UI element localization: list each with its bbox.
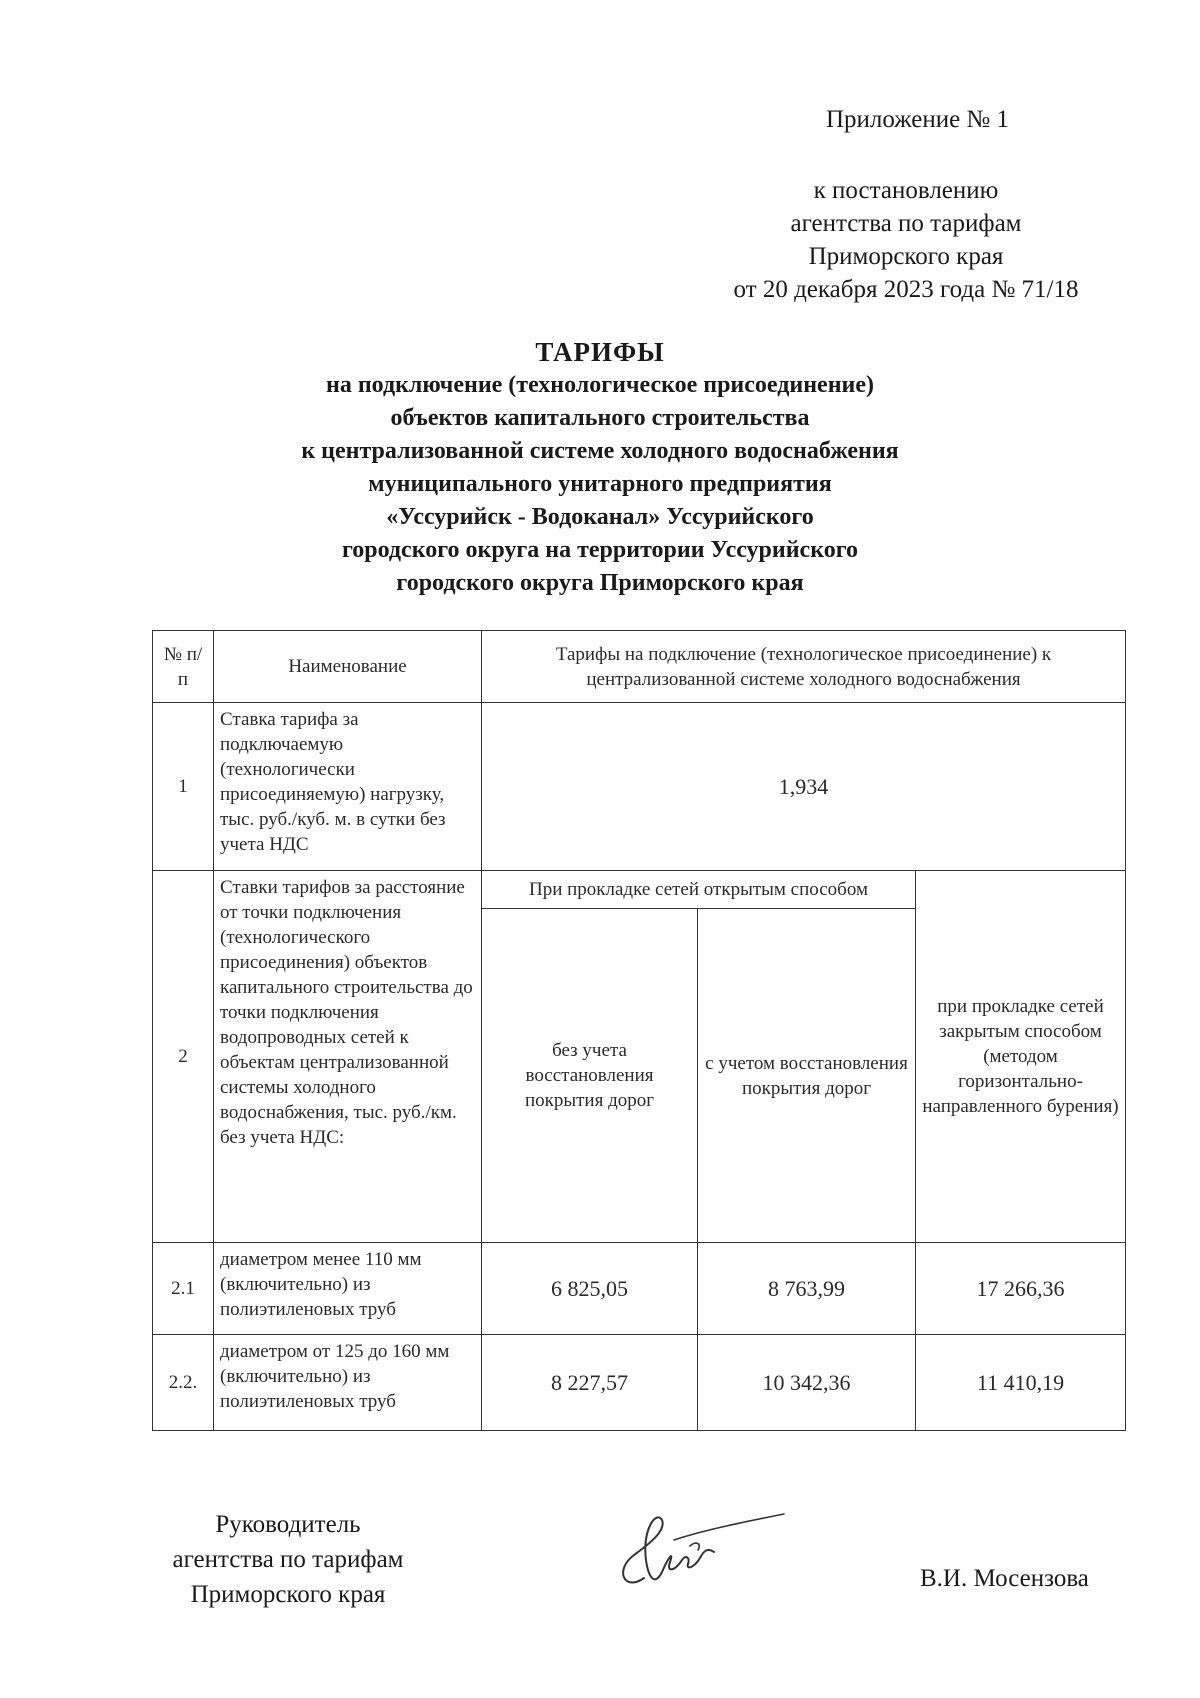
position-line: Руководитель	[215, 1511, 361, 1538]
row-name: диаметром от 125 до 160 мм (включительно) из полиэтиленовых труб	[214, 1335, 482, 1431]
row-value-without-restore: 8 227,57	[482, 1335, 698, 1431]
row-name: Ставки тарифов за расстояние от точки подключения (технологического присоединения) объектов капитального строительства до точки подключения водопроводных сетей к объектам централизованной системы холодного водоснабжения, тыс. руб./км. без учета НДС:	[214, 871, 482, 1243]
title-line: муниципального унитарного предприятия	[368, 471, 832, 497]
handwritten-signature	[604, 1500, 794, 1600]
title-line: «Уссурийск - Водоканал» Уссурийского	[386, 504, 814, 530]
table-row	[153, 871, 1126, 909]
title-line: на подключение (технологическое присоединение)	[325, 372, 874, 398]
row-name: Ставка тарифа за подключаемую (технологически присоединяемую) нагрузку, тыс. руб./куб. м. в сутки без учета НДС	[214, 703, 482, 871]
title-main: ТАРИФЫ	[535, 337, 665, 367]
row-value-with-restore: 10 342,36	[698, 1335, 916, 1431]
row-num: 2	[153, 871, 214, 1243]
table-header-row	[153, 631, 1126, 703]
tariffs-table	[152, 630, 1126, 1431]
row-num: 2.2.	[153, 1335, 214, 1431]
closed-method-header: при прокладке сетей закрытым способом (методом горизонтально-направленного бурения)	[916, 871, 1126, 1243]
header-num: № п/п	[153, 631, 214, 703]
open-method-header: При прокладке сетей открытым способом	[482, 871, 916, 909]
signer-name: В.И. Мосензова	[920, 1565, 1089, 1592]
row-num: 2.1	[153, 1243, 214, 1335]
table-row	[153, 703, 1126, 871]
row-value: 1,934	[482, 703, 1126, 871]
ref-line-date: от 20 декабря 2023 года № 71/18	[733, 276, 1079, 303]
title-line: городского округа на территории Уссурийского	[341, 537, 859, 563]
title-line: к централизованной системе холодного водоснабжения	[301, 438, 899, 464]
appendix-label: Приложение № 1	[826, 106, 1010, 133]
resolution-reference	[700, 174, 1112, 306]
row-num: 1	[153, 703, 214, 871]
header-tariff: Тарифы на подключение (технологическое присоединение) к централизованной системе холодного водоснабжения	[482, 631, 1126, 703]
without-restore-header: без учета восстановления покрытия дорог	[482, 909, 698, 1243]
signatory-position	[148, 1507, 428, 1612]
with-restore-header: с учетом восстановления покрытия дорог	[698, 909, 916, 1243]
row-value-without-restore: 6 825,05	[482, 1243, 698, 1335]
header-name: Наименование	[214, 631, 482, 703]
ref-line: агентства по тарифам	[790, 210, 1022, 237]
position-line: Приморского края	[190, 1581, 386, 1608]
row-value-closed: 17 266,36	[916, 1243, 1126, 1335]
ref-line: к постановлению	[813, 177, 999, 204]
table-row	[153, 1335, 1126, 1431]
row-name: диаметром менее 110 мм (включительно) из полиэтиленовых труб	[214, 1243, 482, 1335]
title-line: городского округа Приморского края	[396, 570, 804, 596]
row-value-with-restore: 8 763,99	[698, 1243, 916, 1335]
table-row	[153, 1243, 1126, 1335]
title-line: объектов капитального строительства	[390, 405, 810, 431]
ref-line: Приморского края	[808, 243, 1004, 270]
position-line: агентства по тарифам	[172, 1546, 404, 1573]
document-title	[150, 336, 1050, 600]
row-value-closed: 11 410,19	[916, 1335, 1126, 1431]
